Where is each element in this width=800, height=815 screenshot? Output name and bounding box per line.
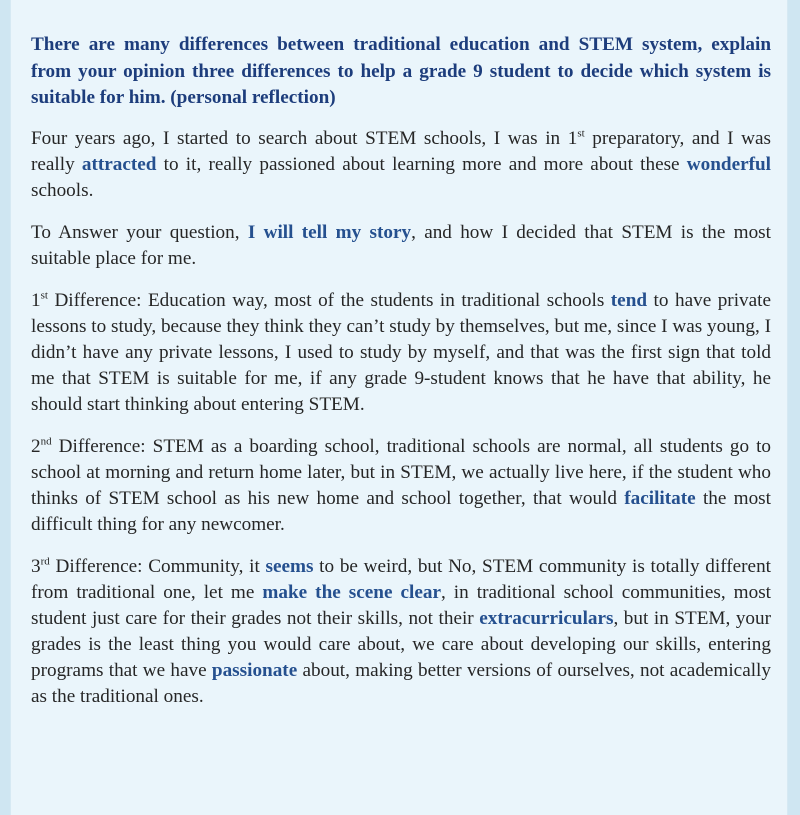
difference-1-paragraph — [31, 288, 771, 418]
intro-text-3: to it, really passioned about learning more and more about these — [156, 153, 687, 175]
difference-3-text-3: , in traditional school communities, most student just care for their grades not their skills, not their — [31, 581, 771, 629]
difference-2-text-2: the most difficult thing for any newcomer. — [31, 487, 771, 535]
difference-3-text-2: to be weird, but No, STEM community is totally different from traditional one, let me — [31, 555, 771, 603]
keyword-story: I will tell my story — [247, 221, 412, 243]
answer-text-2: , and how I decided that STEM is the most suitable place for me. — [31, 221, 771, 269]
document-body — [31, 32, 771, 726]
difference-1-text-2: to have private lessons to study, because they think they can’t study by themselves, but me, since I was young, I didn’t have any private lessons, I used to study by myself, and that was the first sign that told me that STEM is suitable for me, if any grade 9-student knows that he have that ability, he should start thinking about entering STEM. — [31, 289, 771, 415]
keyword-attracted: attracted — [81, 153, 157, 175]
keyword-passionate: passionate — [211, 659, 298, 681]
difference-2-text-1: Difference: STEM as a boarding school, traditional schools are normal, all students go to school at morning and return home later, but in STEM, we actually live here, if the student who thinks of STEM school as his new home and school together, that would — [31, 435, 771, 509]
intro-text-1: Four years ago, I started to search about STEM schools, I was in 1 — [31, 127, 578, 149]
difference-3-paragraph — [31, 554, 771, 710]
difference-2-number: 2 — [31, 435, 41, 457]
difference-1-text-1: Difference: Education way, most of the students in traditional schools — [47, 289, 611, 311]
difference-2-paragraph — [31, 434, 771, 538]
difference-3-number: 3 — [31, 555, 41, 577]
difference-3-text-4: , but in STEM, your grades is the least thing you would care about, we care about developing our skills, entering programs that we have — [31, 607, 771, 681]
question-heading: There are many differences between traditional education and STEM system, explain from your opinion three differences to help a grade 9 student to decide which system is suitable for him. (personal reflection) — [31, 34, 771, 108]
keyword-wonderful: wonderful — [686, 153, 771, 175]
intro-superscript: st — [577, 127, 585, 140]
answer-text-1: To Answer your question, — [31, 221, 248, 243]
answer-paragraph — [31, 220, 771, 272]
keyword-extracurriculars: extracurriculars — [479, 607, 614, 629]
keyword-facilitate: facilitate — [624, 487, 696, 509]
difference-2-superscript: nd — [40, 435, 52, 448]
keyword-make-scene-clear: make the scene clear — [262, 581, 441, 603]
difference-1-number: 1 — [31, 289, 41, 311]
difference-3-superscript: rd — [40, 555, 50, 568]
difference-3-text-5: about, making better versions of ourselves, not academically as the traditional ones. — [31, 659, 771, 707]
intro-paragraph — [31, 126, 771, 204]
page-panel — [10, 0, 788, 815]
intro-text-4: schools. — [31, 179, 94, 201]
difference-3-text-1: Difference: Community, it — [49, 555, 266, 577]
intro-text-2: preparatory, and I was really — [31, 127, 771, 175]
keyword-tend: tend — [610, 289, 648, 311]
difference-1-superscript: st — [40, 289, 48, 302]
keyword-seems: seems — [265, 555, 314, 577]
